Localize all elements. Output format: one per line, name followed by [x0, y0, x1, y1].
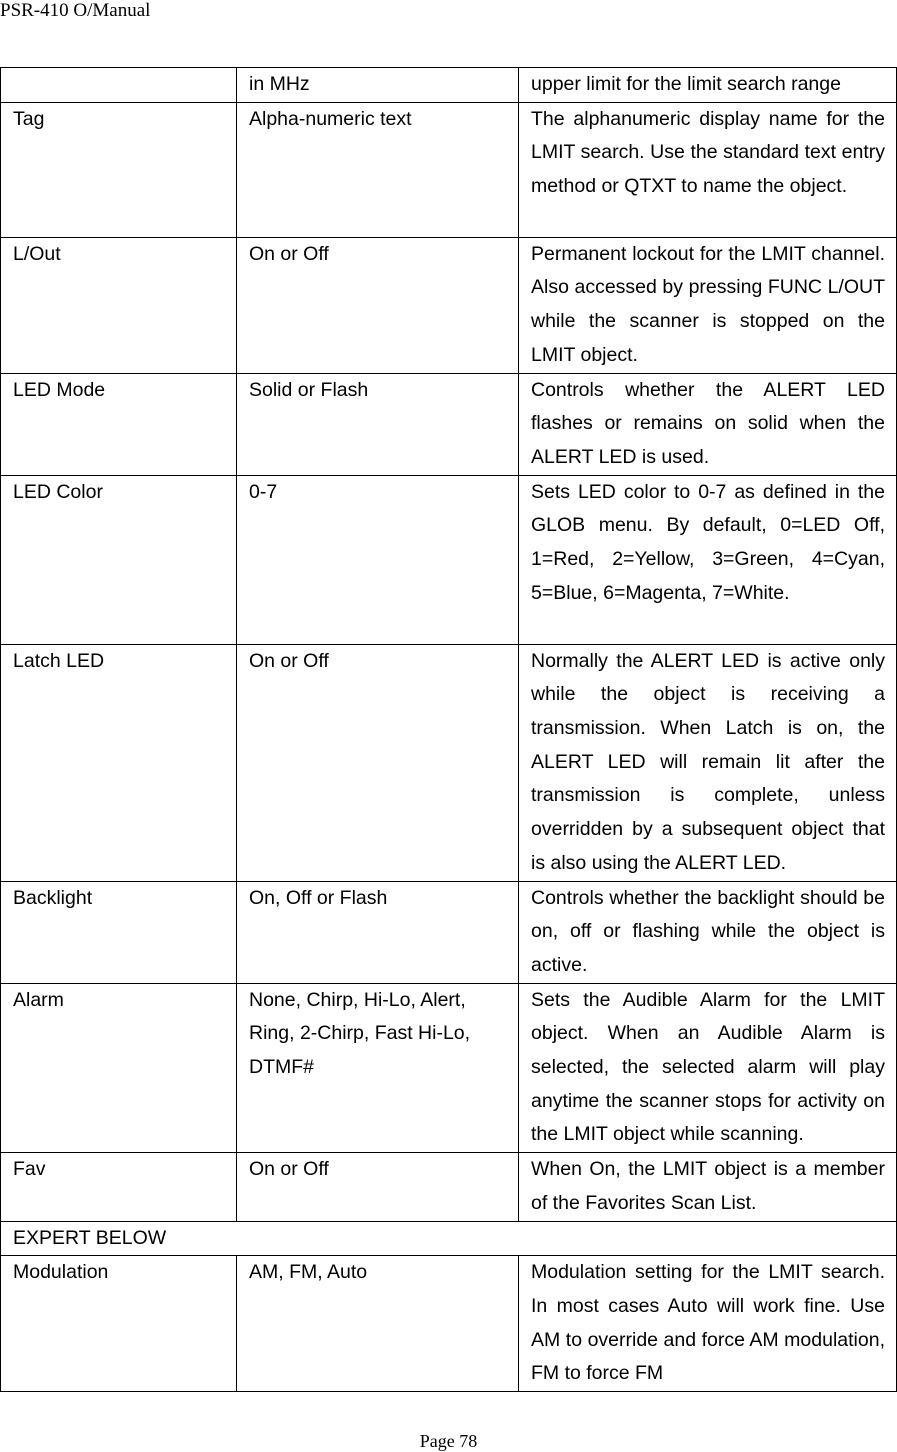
param-description: When On, the LMIT object is a member of the Favorites Scan List. — [519, 1153, 897, 1221]
table-row — [1, 983, 897, 1153]
table-row — [1, 1153, 897, 1221]
table-row — [1, 373, 897, 475]
param-value: Alpha-numeric text — [237, 102, 519, 237]
param-description: Controls whether the ALERT LED flashes or remains on solid when the ALERT LED is used. — [519, 373, 897, 475]
param-name — [1, 68, 237, 103]
param-name: LED Mode — [1, 373, 237, 475]
param-description: Controls whether the backlight should be on, off or flashing while the object is active. — [519, 881, 897, 983]
table-row — [1, 475, 897, 644]
param-description: Permanent lockout for the LMIT channel. Also accessed by pressing FUNC L/OUT while the scanner is stopped on the LMIT object. — [519, 237, 897, 373]
param-value: AM, FM, Auto — [237, 1256, 519, 1392]
table-row — [1, 881, 897, 983]
param-description: The alphanumeric display name for the LMIT search. Use the standard text entry method or QTXT to name the object. — [519, 102, 897, 237]
param-value: in MHz — [237, 68, 519, 103]
param-description: upper limit for the limit search range — [519, 68, 897, 103]
param-value: On or Off — [237, 1153, 519, 1221]
param-value: None, Chirp, Hi-Lo, Alert, Ring, 2-Chirp, Fast Hi-Lo, DTMF# — [237, 983, 519, 1153]
table-row — [1, 644, 897, 881]
page-header: PSR-410 O/Manual — [0, 0, 151, 21]
param-description: Sets the Audible Alarm for the LMIT object. When an Audible Alarm is selected, the selected alarm will play anytime the scanner stops for activity on the LMIT object while scanning. — [519, 983, 897, 1153]
param-value: On or Off — [237, 237, 519, 373]
param-value: Solid or Flash — [237, 373, 519, 475]
param-value: On or Off — [237, 644, 519, 881]
param-name: Backlight — [1, 881, 237, 983]
param-name: Alarm — [1, 983, 237, 1153]
param-name: Modulation — [1, 1256, 237, 1392]
param-description: Modulation setting for the LMIT search. In most cases Auto will work fine. Use AM to override and force AM modulation, FM to force FM — [519, 1256, 897, 1392]
param-value: On, Off or Flash — [237, 881, 519, 983]
table-row — [1, 237, 897, 373]
section-row — [1, 1221, 897, 1256]
table-row — [1, 102, 897, 237]
section-label: EXPERT BELOW — [1, 1221, 897, 1256]
param-name: LED Color — [1, 475, 237, 644]
page-number: Page 78 — [419, 1431, 478, 1451]
param-description: Normally the ALERT LED is active only while the object is receiving a transmission. When Latch is on, the ALERT LED will remain lit after the transmission is complete, unless overridden by a subsequent object that is also using the ALERT LED. — [519, 644, 897, 881]
param-description: Sets LED color to 0-7 as defined in the GLOB menu. By default, 0=LED Off, 1=Red, 2=Yellow, 3=Green, 4=Cyan, 5=Blue, 6=Magenta, 7=White. — [519, 475, 897, 644]
table-row — [1, 1256, 897, 1392]
parameter-table — [0, 67, 897, 1392]
param-name: Fav — [1, 1153, 237, 1221]
param-value: 0-7 — [237, 475, 519, 644]
param-name: L/Out — [1, 237, 237, 373]
param-name: Latch LED — [1, 644, 237, 881]
table-row — [1, 68, 897, 103]
param-name: Tag — [1, 102, 237, 237]
